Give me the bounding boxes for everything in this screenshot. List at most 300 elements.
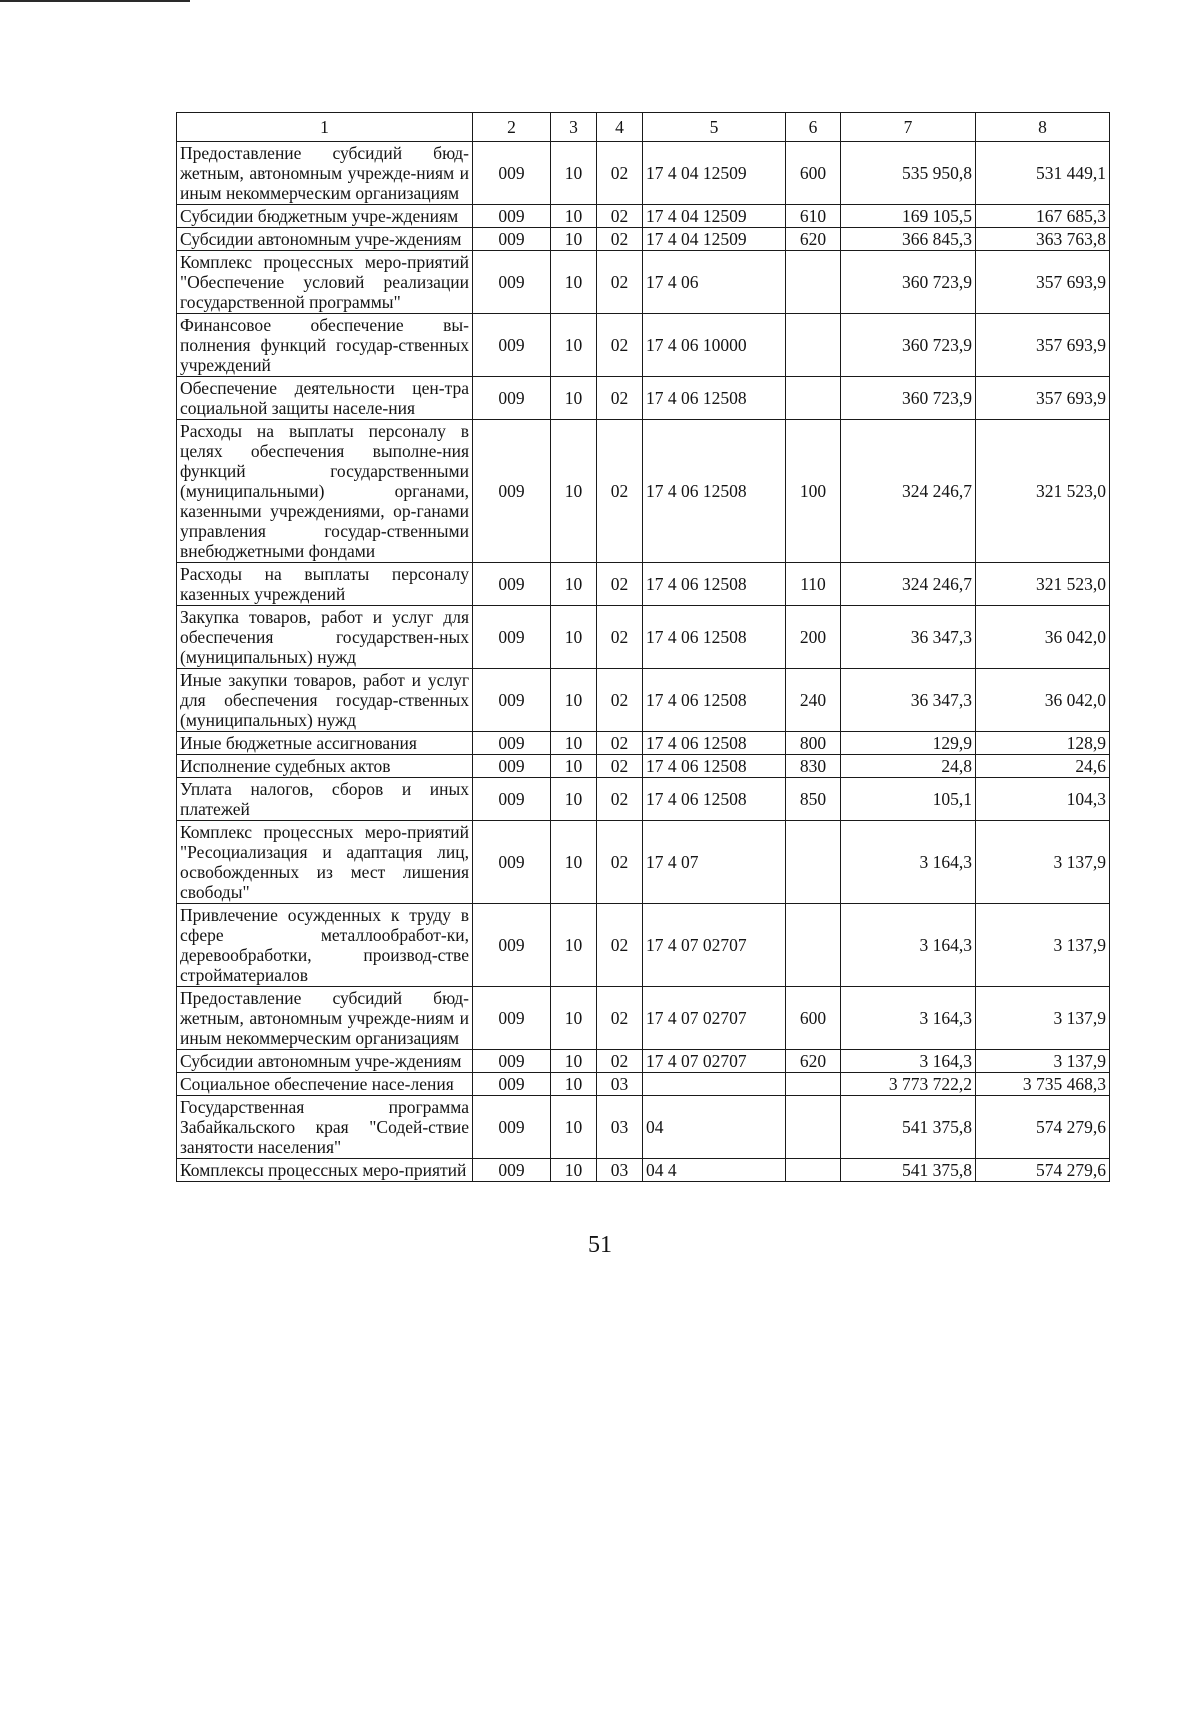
expense-name-cell-text: Расходы на выплаты персоналу в целях обеспечения выполне-ния функций государственными (муниципальными) органами, казенными учреждениями, ор-ганами управления государ-ственными внебюджетными фондами bbox=[180, 421, 469, 561]
amount-year-2-cell-text: 531 449,1 bbox=[1036, 163, 1106, 183]
subsection-code-cell bbox=[597, 606, 643, 669]
subsection-code-cell-text: 03 bbox=[610, 1160, 629, 1180]
amount-year-1-cell bbox=[841, 205, 976, 228]
amount-year-2-cell bbox=[976, 606, 1110, 669]
expense-name-cell-text: Обеспечение деятельности цен-тра социальной защиты населе-ния bbox=[180, 378, 469, 418]
amount-year-2-cell bbox=[976, 778, 1110, 821]
expense-name-cell-text: Субсидии бюджетным учре-ждениям bbox=[180, 206, 459, 226]
amount-year-1-cell-text: 129,9 bbox=[932, 733, 972, 753]
table-row bbox=[177, 732, 1110, 755]
table-row bbox=[177, 228, 1110, 251]
amount-year-1-cell-text: 535 950,8 bbox=[902, 163, 972, 183]
ministry-code-cell-text: 009 bbox=[498, 789, 525, 809]
expense-type-cell bbox=[786, 205, 841, 228]
amount-year-1-cell bbox=[841, 314, 976, 377]
amount-year-1-cell-text: 360 723,9 bbox=[902, 335, 972, 355]
section-code-cell bbox=[551, 821, 597, 904]
amount-year-1-cell-text: 3 164,3 bbox=[919, 935, 972, 955]
target-article-cell bbox=[643, 669, 786, 732]
section-code-cell-text: 10 bbox=[564, 1117, 583, 1137]
expense-name-cell bbox=[177, 1050, 473, 1073]
table-row bbox=[177, 669, 1110, 732]
section-code-cell-text: 10 bbox=[564, 852, 583, 872]
table-row bbox=[177, 1073, 1110, 1096]
target-article-cell bbox=[643, 1096, 786, 1159]
expense-name-cell-text: Закупка товаров, работ и услуг для обеспечения государствен-ных (муниципальных) нужд bbox=[180, 607, 469, 667]
expense-type-cell bbox=[786, 420, 841, 563]
amount-year-1-cell bbox=[841, 755, 976, 778]
amount-year-1-cell bbox=[841, 377, 976, 420]
subsection-code-cell-text: 02 bbox=[610, 163, 629, 183]
ministry-code-cell bbox=[473, 1096, 551, 1159]
section-code-cell bbox=[551, 606, 597, 669]
expense-type-cell-text: 850 bbox=[799, 789, 827, 809]
subsection-code-cell bbox=[597, 1096, 643, 1159]
expense-type-cell bbox=[786, 987, 841, 1050]
target-article-cell-text: 17 4 06 12508 bbox=[646, 756, 747, 776]
expense-type-cell bbox=[786, 778, 841, 821]
ministry-code-cell bbox=[473, 821, 551, 904]
table-row bbox=[177, 606, 1110, 669]
subsection-code-cell-text: 02 bbox=[610, 1008, 629, 1028]
expense-type-cell-text: 600 bbox=[799, 163, 827, 183]
ministry-code-cell-text: 009 bbox=[498, 1008, 525, 1028]
scan-edge-line bbox=[0, 0, 190, 2]
amount-year-2-cell-text: 36 042,0 bbox=[1044, 690, 1106, 710]
ministry-code-cell bbox=[473, 251, 551, 314]
section-code-cell bbox=[551, 314, 597, 377]
expense-name-cell-text: Субсидии автономным учре-ждениям bbox=[180, 229, 462, 249]
ministry-code-cell-text: 009 bbox=[498, 574, 525, 594]
target-article-cell bbox=[643, 563, 786, 606]
subsection-code-cell bbox=[597, 314, 643, 377]
amount-year-2-cell-text: 128,9 bbox=[1066, 733, 1106, 753]
expense-name-cell bbox=[177, 205, 473, 228]
subsection-code-cell bbox=[597, 420, 643, 563]
expense-name-cell bbox=[177, 669, 473, 732]
subsection-code-cell-text: 03 bbox=[610, 1117, 629, 1137]
subsection-code-cell-text: 02 bbox=[610, 574, 629, 594]
section-code-cell-text: 10 bbox=[564, 935, 583, 955]
section-code-cell-text: 10 bbox=[564, 789, 583, 809]
expense-type-cell-text: 800 bbox=[799, 733, 827, 753]
header-row bbox=[177, 113, 1110, 142]
expense-name-cell bbox=[177, 987, 473, 1050]
expense-name-cell-text: Предоставление субсидий бюд-жетным, автономным учрежде-ниям и иным некоммерческим организациям bbox=[180, 988, 469, 1048]
subsection-code-cell-text: 02 bbox=[610, 229, 629, 249]
expense-name-cell-text: Государственная программа Забайкальского края "Содей-ствие занятости населения" bbox=[180, 1097, 469, 1157]
amount-year-1-cell bbox=[841, 778, 976, 821]
section-code-cell bbox=[551, 778, 597, 821]
amount-year-1-cell-text: 105,1 bbox=[932, 789, 972, 809]
target-article-cell-text: 17 4 06 12508 bbox=[646, 789, 747, 809]
section-code-cell bbox=[551, 1073, 597, 1096]
amount-year-2-cell bbox=[976, 377, 1110, 420]
budget-table bbox=[176, 112, 1110, 1182]
amount-year-2-cell-text: 357 693,9 bbox=[1036, 388, 1106, 408]
amount-year-2-cell-text: 3 137,9 bbox=[1053, 852, 1106, 872]
amount-year-2-cell bbox=[976, 1073, 1110, 1096]
section-code-cell bbox=[551, 1050, 597, 1073]
target-article-cell-text: 04 bbox=[646, 1117, 664, 1137]
expense-type-cell-text: 240 bbox=[799, 690, 827, 710]
table-row bbox=[177, 755, 1110, 778]
subsection-code-cell-text: 02 bbox=[610, 388, 629, 408]
expense-name-cell bbox=[177, 606, 473, 669]
amount-year-2-cell-text: 24,6 bbox=[1075, 756, 1106, 776]
expense-type-cell-text: 200 bbox=[799, 627, 827, 647]
amount-year-2-cell bbox=[976, 420, 1110, 563]
table-row bbox=[177, 1050, 1110, 1073]
expense-type-cell-text: 610 bbox=[799, 206, 827, 226]
expense-name-cell bbox=[177, 904, 473, 987]
amount-year-2-cell bbox=[976, 1096, 1110, 1159]
table-row bbox=[177, 1096, 1110, 1159]
ministry-code-cell-text: 009 bbox=[498, 935, 525, 955]
section-code-cell bbox=[551, 205, 597, 228]
expense-name-cell bbox=[177, 1096, 473, 1159]
expense-type-cell bbox=[786, 142, 841, 205]
amount-year-1-cell-text: 24,8 bbox=[941, 756, 972, 776]
header-cell-3: 3 bbox=[551, 113, 597, 142]
subsection-code-cell-text: 02 bbox=[610, 335, 629, 355]
amount-year-1-cell-text: 360 723,9 bbox=[902, 388, 972, 408]
expense-name-cell-text: Комплексы процессных меро-приятий bbox=[180, 1160, 467, 1180]
subsection-code-cell-text: 03 bbox=[610, 1074, 629, 1094]
amount-year-2-cell bbox=[976, 228, 1110, 251]
subsection-code-cell-text: 02 bbox=[610, 690, 629, 710]
section-code-cell bbox=[551, 732, 597, 755]
expense-name-cell-text: Предоставление субсидий бюд-жетным, автономным учрежде-ниям и иным некоммерческим организациям bbox=[180, 143, 469, 203]
subsection-code-cell-text: 02 bbox=[610, 206, 629, 226]
table-body bbox=[177, 113, 1110, 1182]
amount-year-1-cell bbox=[841, 1159, 976, 1182]
ministry-code-cell bbox=[473, 669, 551, 732]
expense-name-cell bbox=[177, 821, 473, 904]
header-cell-2: 2 bbox=[473, 113, 551, 142]
amount-year-1-cell bbox=[841, 563, 976, 606]
subsection-code-cell bbox=[597, 228, 643, 251]
amount-year-2-cell bbox=[976, 987, 1110, 1050]
subsection-code-cell-text: 02 bbox=[610, 935, 629, 955]
ministry-code-cell-text: 009 bbox=[498, 1051, 525, 1071]
expense-type-cell bbox=[786, 377, 841, 420]
target-article-cell bbox=[643, 1050, 786, 1073]
subsection-code-cell bbox=[597, 755, 643, 778]
target-article-cell-text: 17 4 06 12508 bbox=[646, 388, 747, 408]
table-row bbox=[177, 987, 1110, 1050]
section-code-cell-text: 10 bbox=[564, 1074, 583, 1094]
target-article-cell-text: 17 4 06 10000 bbox=[646, 335, 747, 355]
amount-year-2-cell-text: 574 279,6 bbox=[1036, 1117, 1106, 1137]
expense-name-cell bbox=[177, 314, 473, 377]
expense-name-cell-text: Комплекс процессных меро-приятий "Обеспечение условий реализации государственной программы" bbox=[180, 252, 469, 312]
expense-type-cell bbox=[786, 314, 841, 377]
section-code-cell-text: 10 bbox=[564, 481, 583, 501]
amount-year-2-cell-text: 104,3 bbox=[1066, 789, 1106, 809]
target-article-cell bbox=[643, 1159, 786, 1182]
target-article-cell-text: 17 4 06 12508 bbox=[646, 481, 747, 501]
amount-year-2-cell bbox=[976, 904, 1110, 987]
amount-year-1-cell bbox=[841, 904, 976, 987]
amount-year-2-cell bbox=[976, 314, 1110, 377]
ministry-code-cell bbox=[473, 420, 551, 563]
ministry-code-cell-text: 009 bbox=[498, 388, 525, 408]
header-cell-5: 5 bbox=[643, 113, 786, 142]
section-code-cell-text: 10 bbox=[564, 690, 583, 710]
header-cell-6: 6 bbox=[786, 113, 841, 142]
amount-year-2-cell bbox=[976, 1159, 1110, 1182]
amount-year-2-cell bbox=[976, 755, 1110, 778]
table-row bbox=[177, 778, 1110, 821]
target-article-cell bbox=[643, 420, 786, 563]
expense-type-cell-text: 830 bbox=[799, 756, 827, 776]
section-code-cell-text: 10 bbox=[564, 1008, 583, 1028]
expense-type-cell bbox=[786, 821, 841, 904]
amount-year-2-cell bbox=[976, 821, 1110, 904]
amount-year-2-cell-text: 357 693,9 bbox=[1036, 335, 1106, 355]
ministry-code-cell-text: 009 bbox=[498, 733, 525, 753]
subsection-code-cell-text: 02 bbox=[610, 627, 629, 647]
amount-year-1-cell-text: 366 845,3 bbox=[902, 229, 972, 249]
expense-name-cell bbox=[177, 228, 473, 251]
table-row bbox=[177, 205, 1110, 228]
section-code-cell bbox=[551, 669, 597, 732]
target-article-cell-text: 17 4 07 02707 bbox=[646, 935, 747, 955]
table-row bbox=[177, 251, 1110, 314]
ministry-code-cell-text: 009 bbox=[498, 163, 525, 183]
header-cell-4: 4 bbox=[597, 113, 643, 142]
subsection-code-cell bbox=[597, 778, 643, 821]
section-code-cell-text: 10 bbox=[564, 756, 583, 776]
section-code-cell bbox=[551, 142, 597, 205]
amount-year-1-cell-text: 36 347,3 bbox=[910, 690, 972, 710]
expense-type-cell bbox=[786, 904, 841, 987]
section-code-cell-text: 10 bbox=[564, 733, 583, 753]
target-article-cell bbox=[643, 606, 786, 669]
subsection-code-cell-text: 02 bbox=[610, 756, 629, 776]
subsection-code-cell bbox=[597, 205, 643, 228]
subsection-code-cell bbox=[597, 563, 643, 606]
section-code-cell-text: 10 bbox=[564, 206, 583, 226]
target-article-cell bbox=[643, 904, 786, 987]
expense-name-cell bbox=[177, 732, 473, 755]
amount-year-1-cell bbox=[841, 1073, 976, 1096]
expense-type-cell bbox=[786, 251, 841, 314]
ministry-code-cell bbox=[473, 1050, 551, 1073]
amount-year-2-cell-text: 167 685,3 bbox=[1036, 206, 1106, 226]
section-code-cell-text: 10 bbox=[564, 163, 583, 183]
expense-type-cell-text: 620 bbox=[799, 1051, 827, 1071]
amount-year-1-cell-text: 3 164,3 bbox=[919, 852, 972, 872]
amount-year-1-cell bbox=[841, 606, 976, 669]
target-article-cell-text: 17 4 06 12508 bbox=[646, 574, 747, 594]
target-article-cell bbox=[643, 142, 786, 205]
ministry-code-cell-text: 009 bbox=[498, 481, 525, 501]
expense-type-cell bbox=[786, 1159, 841, 1182]
target-article-cell bbox=[643, 778, 786, 821]
ministry-code-cell bbox=[473, 732, 551, 755]
subsection-code-cell-text: 02 bbox=[610, 1051, 629, 1071]
section-code-cell bbox=[551, 987, 597, 1050]
amount-year-1-cell-text: 3 773 722,2 bbox=[888, 1074, 972, 1094]
expense-type-cell bbox=[786, 1096, 841, 1159]
header-cell-8: 8 bbox=[976, 113, 1110, 142]
expense-name-cell bbox=[177, 251, 473, 314]
amount-year-1-cell bbox=[841, 987, 976, 1050]
section-code-cell-text: 10 bbox=[564, 1051, 583, 1071]
expense-name-cell bbox=[177, 420, 473, 563]
section-code-cell-text: 10 bbox=[564, 229, 583, 249]
target-article-cell bbox=[643, 377, 786, 420]
section-code-cell bbox=[551, 420, 597, 563]
amount-year-1-cell-text: 169 105,5 bbox=[902, 206, 972, 226]
section-code-cell bbox=[551, 755, 597, 778]
section-code-cell-text: 10 bbox=[564, 574, 583, 594]
target-article-cell bbox=[643, 314, 786, 377]
expense-name-cell bbox=[177, 377, 473, 420]
target-article-cell-text: 17 4 06 12508 bbox=[646, 690, 747, 710]
target-article-cell-text: 17 4 07 02707 bbox=[646, 1008, 747, 1028]
ministry-code-cell-text: 009 bbox=[498, 335, 525, 355]
table-row bbox=[177, 142, 1110, 205]
amount-year-2-cell-text: 3 137,9 bbox=[1053, 935, 1106, 955]
amount-year-2-cell bbox=[976, 1050, 1110, 1073]
expense-name-cell-text: Расходы на выплаты персоналу казенных учреждений bbox=[180, 564, 469, 604]
expense-name-cell bbox=[177, 755, 473, 778]
expense-type-cell-text: 110 bbox=[800, 574, 826, 594]
target-article-cell bbox=[643, 1073, 786, 1096]
target-article-cell bbox=[643, 228, 786, 251]
amount-year-1-cell bbox=[841, 142, 976, 205]
target-article-cell-text: 17 4 04 12509 bbox=[646, 163, 747, 183]
amount-year-2-cell-text: 357 693,9 bbox=[1036, 272, 1106, 292]
expense-name-cell-text: Уплата налогов, сборов и иных платежей bbox=[180, 779, 469, 819]
expense-name-cell bbox=[177, 563, 473, 606]
table-row bbox=[177, 563, 1110, 606]
ministry-code-cell bbox=[473, 563, 551, 606]
section-code-cell-text: 10 bbox=[564, 272, 583, 292]
amount-year-2-cell bbox=[976, 251, 1110, 314]
amount-year-1-cell-text: 541 375,8 bbox=[902, 1117, 972, 1137]
amount-year-2-cell bbox=[976, 563, 1110, 606]
ministry-code-cell bbox=[473, 142, 551, 205]
expense-type-cell-text: 600 bbox=[799, 1008, 827, 1028]
amount-year-1-cell bbox=[841, 1050, 976, 1073]
expense-name-cell bbox=[177, 778, 473, 821]
ministry-code-cell bbox=[473, 606, 551, 669]
amount-year-2-cell-text: 321 523,0 bbox=[1036, 574, 1106, 594]
ministry-code-cell bbox=[473, 904, 551, 987]
subsection-code-cell bbox=[597, 1159, 643, 1182]
subsection-code-cell bbox=[597, 732, 643, 755]
subsection-code-cell bbox=[597, 821, 643, 904]
ministry-code-cell bbox=[473, 205, 551, 228]
section-code-cell bbox=[551, 904, 597, 987]
expense-name-cell bbox=[177, 1159, 473, 1182]
amount-year-2-cell-text: 3 137,9 bbox=[1053, 1008, 1106, 1028]
header-cell-1: 1 bbox=[177, 113, 473, 142]
subsection-code-cell-text: 02 bbox=[610, 272, 629, 292]
expense-type-cell bbox=[786, 606, 841, 669]
table-row bbox=[177, 1159, 1110, 1182]
expense-name-cell-text: Иные закупки товаров, работ и услуг для обеспечения государ-ственных (муниципальных) нужд bbox=[180, 670, 469, 730]
subsection-code-cell bbox=[597, 377, 643, 420]
amount-year-2-cell-text: 3 137,9 bbox=[1053, 1051, 1106, 1071]
section-code-cell bbox=[551, 228, 597, 251]
amount-year-1-cell-text: 324 246,7 bbox=[902, 481, 972, 501]
target-article-cell-text: 17 4 06 bbox=[646, 272, 699, 292]
expense-name-cell-text: Иные бюджетные ассигнования bbox=[180, 733, 417, 753]
ministry-code-cell bbox=[473, 1073, 551, 1096]
expense-name-cell-text: Привлечение осужденных к труду в сфере металлообработ-ки, деревообработки, производ-стве стройматериалов bbox=[180, 905, 469, 985]
ministry-code-cell bbox=[473, 228, 551, 251]
target-article-cell-text: 17 4 06 12508 bbox=[646, 733, 747, 753]
expense-type-cell-text: 620 bbox=[799, 229, 827, 249]
target-article-cell bbox=[643, 987, 786, 1050]
target-article-cell-text: 04 4 bbox=[646, 1160, 677, 1180]
ministry-code-cell-text: 009 bbox=[498, 627, 525, 647]
subsection-code-cell bbox=[597, 251, 643, 314]
section-code-cell bbox=[551, 377, 597, 420]
amount-year-1-cell bbox=[841, 420, 976, 563]
ministry-code-cell-text: 009 bbox=[498, 206, 525, 226]
expense-type-cell bbox=[786, 755, 841, 778]
table-row bbox=[177, 314, 1110, 377]
table-row bbox=[177, 420, 1110, 563]
amount-year-1-cell-text: 36 347,3 bbox=[910, 627, 972, 647]
amount-year-2-cell bbox=[976, 669, 1110, 732]
target-article-cell bbox=[643, 251, 786, 314]
amount-year-1-cell bbox=[841, 228, 976, 251]
subsection-code-cell-text: 02 bbox=[610, 481, 629, 501]
expense-name-cell-text: Комплекс процессных меро-приятий "Ресоциализация и адаптация лиц, освобожденных из мест лишения свободы" bbox=[180, 822, 469, 902]
target-article-cell-text: 17 4 04 12509 bbox=[646, 229, 747, 249]
page-number: 51 bbox=[588, 1232, 612, 1258]
expense-type-cell bbox=[786, 669, 841, 732]
expense-name-cell-text: Финансовое обеспечение вы-полнения функций государ-ственных учреждений bbox=[180, 315, 469, 375]
amount-year-1-cell-text: 360 723,9 bbox=[902, 272, 972, 292]
amount-year-1-cell-text: 3 164,3 bbox=[919, 1008, 972, 1028]
target-article-cell-text: 17 4 06 12508 bbox=[646, 627, 747, 647]
ministry-code-cell-text: 009 bbox=[498, 272, 525, 292]
ministry-code-cell bbox=[473, 987, 551, 1050]
ministry-code-cell bbox=[473, 755, 551, 778]
subsection-code-cell bbox=[597, 1073, 643, 1096]
table-row bbox=[177, 904, 1110, 987]
ministry-code-cell-text: 009 bbox=[498, 1160, 525, 1180]
expense-name-cell bbox=[177, 1073, 473, 1096]
ministry-code-cell bbox=[473, 778, 551, 821]
amount-year-1-cell bbox=[841, 251, 976, 314]
amount-year-2-cell bbox=[976, 205, 1110, 228]
expense-type-cell bbox=[786, 1073, 841, 1096]
amount-year-2-cell bbox=[976, 732, 1110, 755]
table-row bbox=[177, 821, 1110, 904]
subsection-code-cell bbox=[597, 142, 643, 205]
amount-year-1-cell bbox=[841, 669, 976, 732]
expense-type-cell bbox=[786, 732, 841, 755]
amount-year-2-cell bbox=[976, 142, 1110, 205]
amount-year-1-cell bbox=[841, 1096, 976, 1159]
subsection-code-cell-text: 02 bbox=[610, 852, 629, 872]
subsection-code-cell bbox=[597, 1050, 643, 1073]
ministry-code-cell-text: 009 bbox=[498, 852, 525, 872]
section-code-cell bbox=[551, 563, 597, 606]
target-article-cell bbox=[643, 821, 786, 904]
ministry-code-cell-text: 009 bbox=[498, 1074, 525, 1094]
ministry-code-cell bbox=[473, 314, 551, 377]
